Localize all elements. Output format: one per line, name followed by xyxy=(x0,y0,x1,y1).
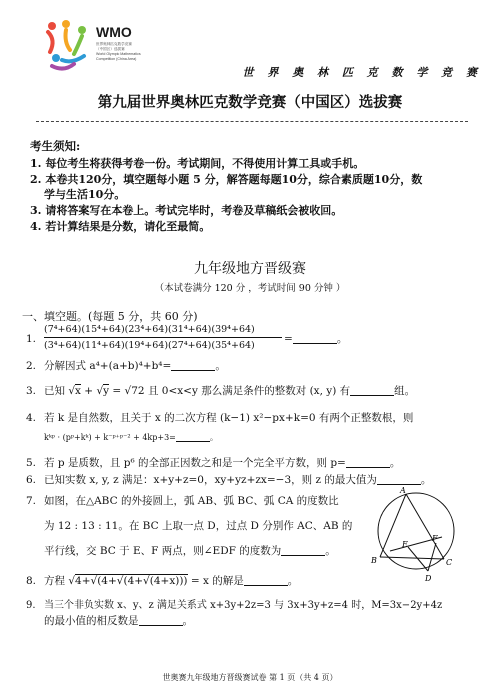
brand-banner: 世 界 奥 林 匹 克 数 学 竞 赛 xyxy=(242,66,482,79)
logo-line: （中国区）选拔赛 xyxy=(96,47,125,51)
segment-fd xyxy=(428,543,436,571)
notice-heading: 考生须知: xyxy=(30,139,81,153)
question-text: 如图，在△ABC 的外接圆上，弧 AB、弧 BC、弧 CA 的度数比 xyxy=(44,495,339,507)
logo-title: WMO xyxy=(96,24,132,40)
question-end: 。 xyxy=(336,333,348,345)
answer-blank[interactable] xyxy=(176,430,210,442)
question-text: 的最小值的相反数是 xyxy=(44,615,139,627)
question-number: 1. xyxy=(26,333,37,345)
question-end: 。 xyxy=(420,474,432,486)
label-d: D xyxy=(425,574,432,583)
sqrt-x-y: √x + √y xyxy=(68,385,110,397)
answer-blank[interactable] xyxy=(139,614,183,626)
question-number: 9. xyxy=(26,600,36,611)
label-a: A xyxy=(400,486,406,495)
fraction-numerator: (7⁴+64)(15⁴+64)(23⁴+64)(31⁴+64)(39⁴+64) xyxy=(44,324,255,335)
answer-blank[interactable] xyxy=(293,332,337,344)
label-e: E xyxy=(402,540,408,549)
notice-item: 学与生活10分。 xyxy=(44,188,126,201)
nested-radical: √4+√(4+√(4+√(4+x))) xyxy=(68,575,188,587)
label-c: C xyxy=(446,558,453,567)
segment-ac xyxy=(406,494,444,559)
page-footer: 世奥赛九年级地方晋级赛试卷 第 1 页（共 4 页） xyxy=(162,673,338,682)
question-text: 方程 xyxy=(44,575,65,587)
notice-item: 4. 若计算结果是分数，请化至最简。 xyxy=(30,220,211,233)
question-end: 。 xyxy=(182,615,193,627)
question-8 xyxy=(26,573,298,589)
logo-line: Competition (China Area) xyxy=(96,57,137,61)
question-end: 。 xyxy=(209,433,218,442)
question-text: = x 的解是 xyxy=(190,575,244,587)
question-number: 8. xyxy=(26,575,37,587)
answer-blank[interactable] xyxy=(350,384,394,396)
logo-figures-icon xyxy=(44,18,94,74)
notice-item: 2. 本卷共120分，填空题每小题 5 分，解答题每题10分，综合素质题10分，数 xyxy=(30,173,423,186)
logo-line: 世界奥林匹克数学竞赛 xyxy=(96,42,132,46)
divider xyxy=(36,121,468,122)
question-number: 4. xyxy=(26,412,37,424)
answer-blank[interactable] xyxy=(281,544,325,556)
question-end: 组。 xyxy=(394,385,416,397)
notice-item: 1. 每位考生将获得考卷一份。考试期间，不得使用计算工具或手机。 xyxy=(30,157,365,170)
question-text: kᵏᵖ · (pᵖ+kᵏ) + k⁻ᵖ⁺ᵖ⁻² + 4kp+3= xyxy=(44,433,176,442)
question-number: 3. xyxy=(26,385,37,397)
question-7 xyxy=(26,493,339,509)
question-text: 已知实数 x, y, z 满足：x+y+z=0，xy+yz+zx=−3，则 z 的最大值为 xyxy=(44,474,377,486)
answer-blank[interactable] xyxy=(377,473,421,485)
exam-note: （本试卷满分 120 分 ，考试时间 90 分钟 ） xyxy=(154,283,346,294)
question-2 xyxy=(26,358,226,374)
question-9-line2 xyxy=(44,613,193,629)
equals-sign: = xyxy=(284,333,293,345)
question-text: 已知 xyxy=(44,385,65,397)
answer-blank[interactable] xyxy=(171,359,215,371)
label-b: B xyxy=(371,556,377,565)
section-heading: 一、填空题。(每题 5 分，共 60 分) xyxy=(22,310,198,323)
question-end: 。 xyxy=(325,545,336,557)
question-7-line2: 为 12 : 13 : 11。在 BC 上取一点 D，过点 D 分别作 AC、AB 的 xyxy=(44,520,353,532)
question-text: = √72 且 0<x<y 那么满足条件的整数对 (x, y) 有 xyxy=(112,385,351,397)
question-end: 。 xyxy=(215,360,226,372)
circle-triangle-figure xyxy=(370,485,470,585)
page-title: 第九届世界奥林匹克数学竞赛（中国区）选拔赛 xyxy=(97,94,403,111)
question-text: 平行线，交 BC 于 E、F 两点，则∠EDF 的度数为 xyxy=(44,545,282,557)
question-text: 分解因式 a⁴+(a+b)⁴+b⁴= xyxy=(44,360,172,372)
logo-line: World Olympic Mathematics xyxy=(96,52,141,56)
question-1-fraction xyxy=(44,324,282,351)
exam-title: 九年级地方晋级赛 xyxy=(194,261,306,277)
notice-item: 3. 请将答案写在本卷上。考试完毕时，考卷及草稿纸会被收回。 xyxy=(30,204,343,217)
question-text: 若 k 是自然数，且关于 x 的二次方程 (k−1) x²−px+k=0 有两个正整数根，则 xyxy=(44,412,414,424)
question-number: 6. xyxy=(26,474,37,486)
question-1-tail xyxy=(284,331,347,347)
answer-blank[interactable] xyxy=(346,456,390,468)
question-end: 。 xyxy=(287,575,299,587)
question-3 xyxy=(26,383,415,399)
question-text: 当三个非负实数 x、y、z 满足关系式 x+3y+2z=3 与 3x+3y+z=4 时，M=3x−2y+4z xyxy=(44,600,443,611)
fraction-bar xyxy=(44,337,282,338)
question-9 xyxy=(26,598,442,614)
question-7-line3 xyxy=(44,543,336,559)
fraction-denominator: (3⁴+64)(11⁴+64)(19⁴+64)(27⁴+64)(35⁴+64) xyxy=(44,340,255,351)
question-number: 5. xyxy=(26,457,37,469)
segment-ed xyxy=(408,547,428,571)
question-5 xyxy=(26,455,400,471)
label-f: F xyxy=(432,534,438,543)
answer-blank[interactable] xyxy=(244,574,288,586)
question-number: 7. xyxy=(26,495,37,507)
question-text: 若 p 是质数，且 p⁶ 的全部正因数之和是一个完全平方数，则 p= xyxy=(44,457,346,469)
question-4 xyxy=(26,410,413,426)
question-number: 2. xyxy=(26,360,37,372)
wmo-logo xyxy=(44,18,164,74)
question-end: 。 xyxy=(389,457,401,469)
question-4-line2 xyxy=(44,430,218,446)
